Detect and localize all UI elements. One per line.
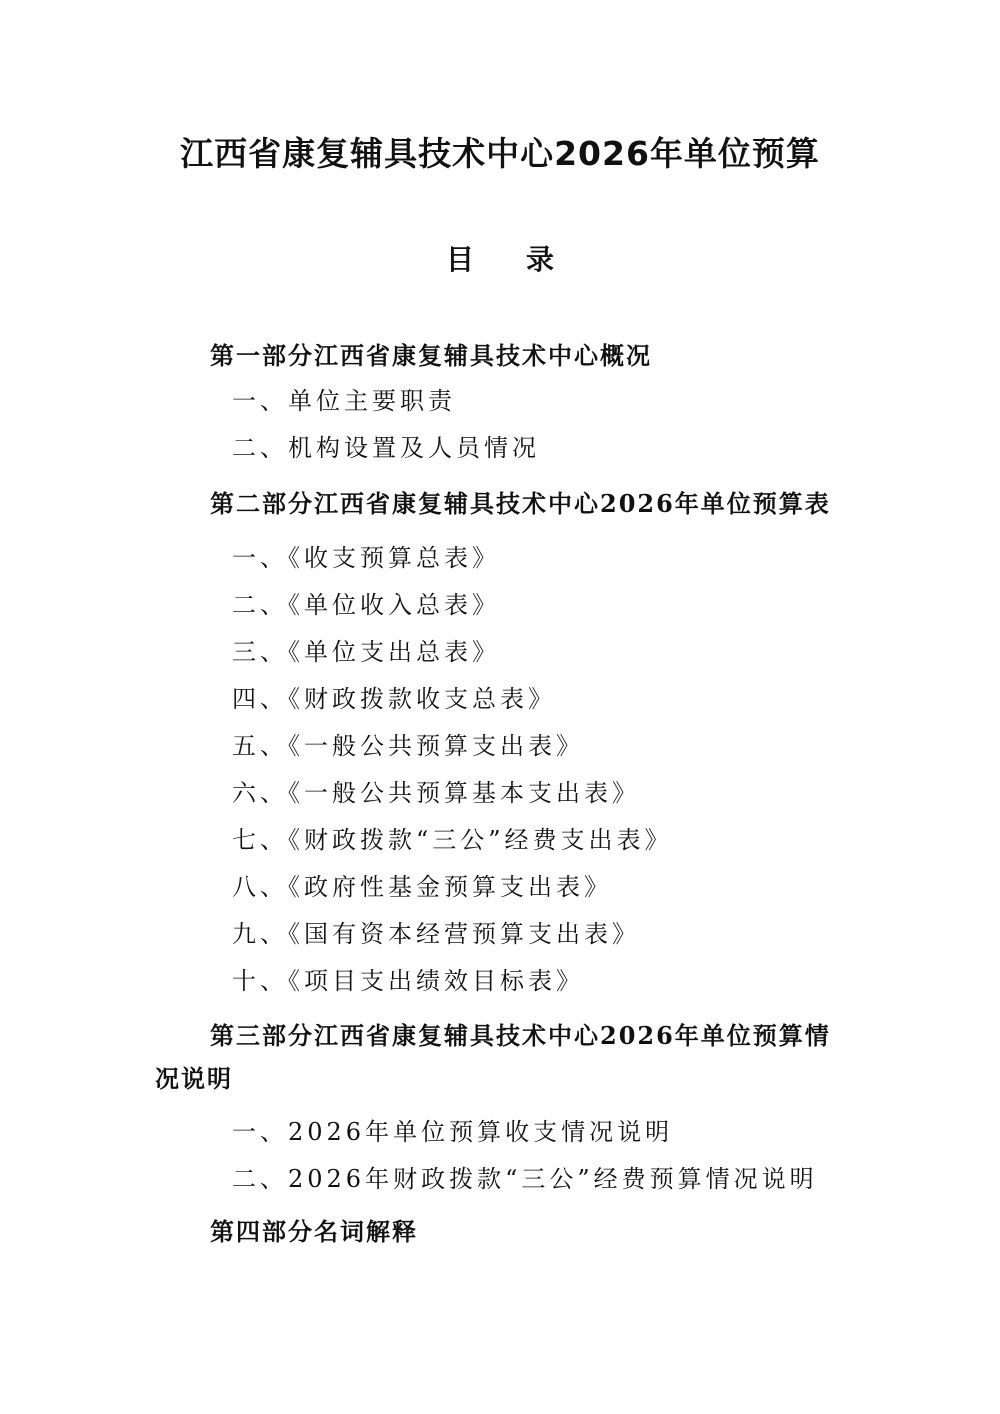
- part3-heading-line2: 况说明: [155, 1064, 233, 1093]
- part2-item-2: 二、《单位收入总表》: [232, 591, 500, 619]
- part3-item-2: 二、2026年财政拨款“三公”经费预算情况说明: [232, 1165, 818, 1193]
- part2-item-5: 五、《一般公共预算支出表》: [232, 732, 584, 760]
- part1-item-2: 二、机构设置及人员情况: [232, 434, 540, 462]
- part2-item-9: 九、《国有资本经营预算支出表》: [232, 920, 640, 948]
- toc-heading-char-1: 目: [445, 243, 474, 276]
- part4-heading: 第四部分名词解释: [210, 1217, 418, 1246]
- part2-item-8: 八、《政府性基金预算支出表》: [232, 873, 612, 901]
- part2-item-10: 十、《项目支出绩效目标表》: [232, 967, 584, 995]
- part2-item-7: 七、《财政拨款“三公”经费支出表》: [232, 826, 673, 854]
- part2-item-4: 四、《财政拨款收支总表》: [232, 685, 556, 713]
- part3-item-1: 一、2026年单位预算收支情况说明: [232, 1118, 674, 1146]
- part3-heading-line1: 第三部分江西省康复辅具技术中心2026年单位预算情: [210, 1021, 831, 1050]
- part1-item-1: 一、单位主要职责: [232, 387, 456, 415]
- document-title: 江西省康复辅具技术中心2026年单位预算: [180, 134, 820, 173]
- part1-heading: 第一部分江西省康复辅具技术中心概况: [210, 341, 652, 370]
- part2-item-1: 一、《收支预算总表》: [232, 544, 500, 572]
- part2-heading: 第二部分江西省康复辅具技术中心2026年单位预算表: [210, 489, 831, 518]
- part2-item-3: 三、《单位支出总表》: [232, 638, 500, 666]
- toc-heading: [0, 238, 1000, 278]
- toc-heading-char-2: 录: [526, 243, 555, 276]
- part2-item-6: 六、《一般公共预算基本支出表》: [232, 779, 640, 807]
